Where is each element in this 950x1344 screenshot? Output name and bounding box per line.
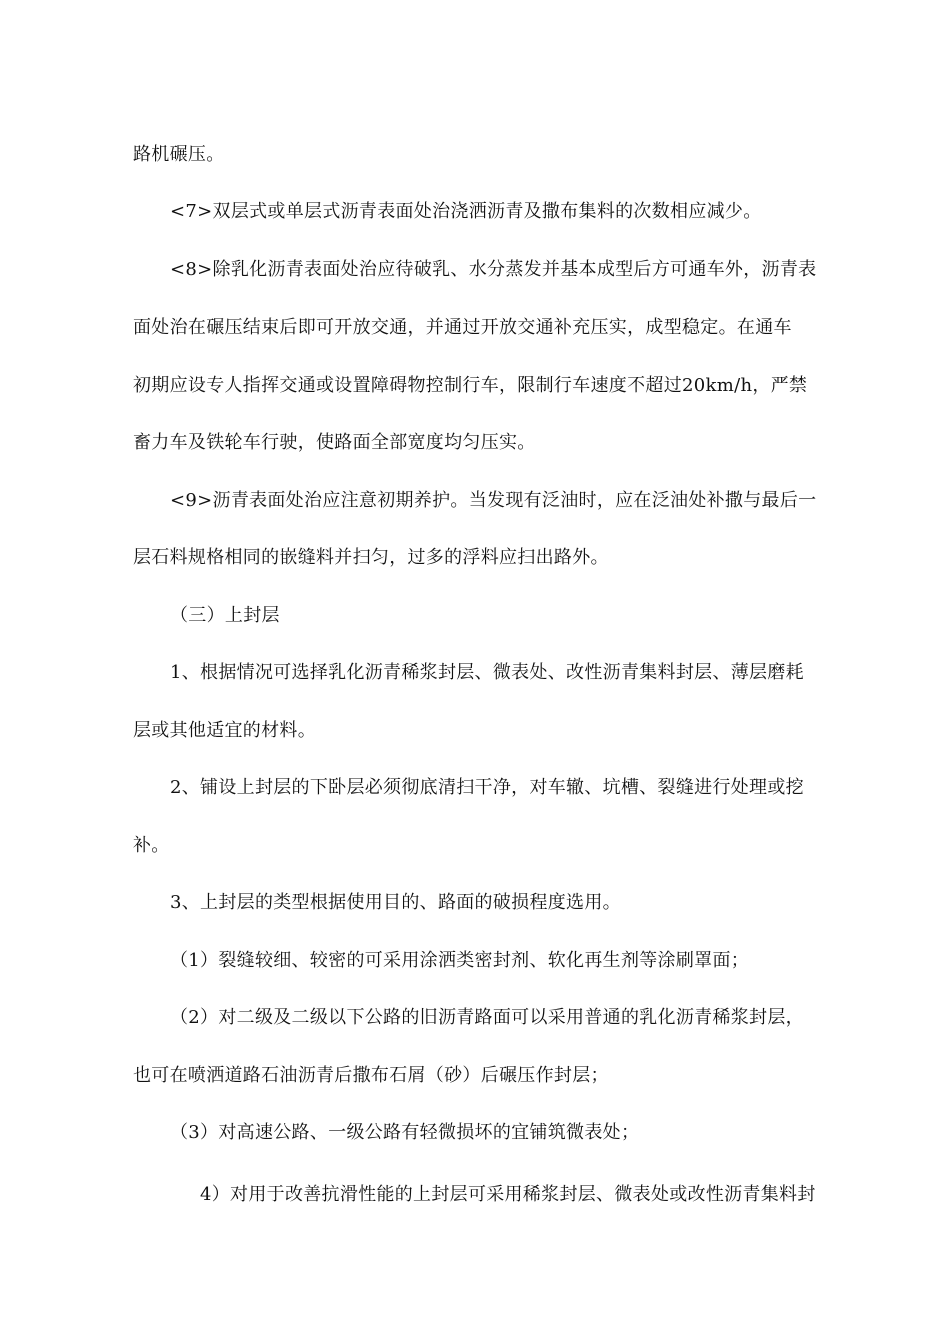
text-line: 补。 <box>133 835 170 856</box>
text-line: 1、根据情况可选择乳化沥青稀浆封层、微表处、改性沥青集料封层、薄层磨耗 <box>170 662 804 683</box>
section-heading: （三）上封层 <box>170 605 280 626</box>
text-line: （2）对二级及二级以下公路的旧沥青路面可以采用普通的乳化沥青稀浆封层， <box>170 1007 804 1028</box>
text-line: 3、上封层的类型根据使用目的、路面的破损程度选用。 <box>170 892 621 913</box>
text-line: 面处治在碾压结束后即可开放交通，并通过开放交通补充压实，成型稳定。在通车 <box>133 317 792 338</box>
text-line: <9>沥青表面处治应注意初期养护。当发现有泛油时，应在泛油处补撒与最后一 <box>170 490 817 511</box>
text-line: 2、铺设上封层的下卧层必须彻底清扫干净，对车辙、坑槽、裂缝进行处理或挖 <box>170 777 804 798</box>
text-line: 也可在喷洒道路石油沥青后撒布石屑（砂）后碾压作封层； <box>133 1065 609 1086</box>
text-line: （1）裂缝较细、较密的可采用涂洒类密封剂、软化再生剂等涂刷罩面； <box>170 950 750 971</box>
text-line: 路机碾压。 <box>133 144 225 165</box>
text-line: 初期应设专人指挥交通或设置障碍物控制行车，限制行车速度不超过20km/h，严禁 <box>133 375 808 396</box>
text-line: 层石料规格相同的嵌缝料并扫匀，过多的浮料应扫出路外。 <box>133 547 609 568</box>
text-line: <7>双层式或单层式沥青表面处治浇洒沥青及撒布集料的次数相应减少。 <box>170 201 762 222</box>
text-line: <8>除乳化沥青表面处治应待破乳、水分蒸发并基本成型后方可通车外，沥青表 <box>170 259 817 280</box>
text-line: 4）对用于改善抗滑性能的上封层可采用稀浆封层、微表处或改性沥青集料封 <box>200 1184 816 1205</box>
text-line: （3）对高速公路、一级公路有轻微损坏的宜铺筑微表处； <box>170 1122 640 1143</box>
text-line: 畜力车及铁轮车行驶，使路面全部宽度均匀压实。 <box>133 432 536 453</box>
text-line: 层或其他适宜的材料。 <box>133 720 316 741</box>
